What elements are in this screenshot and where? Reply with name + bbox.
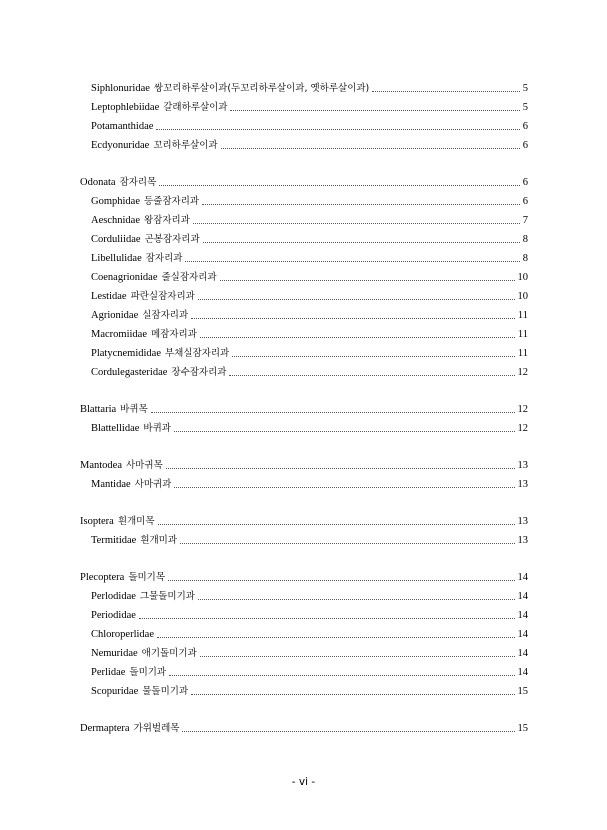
entry-name: Siphlonuridae <box>91 83 150 94</box>
dot-leader <box>151 412 515 413</box>
toc-entry <box>91 347 528 361</box>
entry-page-number: 6 <box>522 196 528 207</box>
toc-entry <box>80 403 528 417</box>
toc-entry <box>80 571 528 585</box>
entry-name: Aeschnidae <box>91 215 140 226</box>
toc-entry <box>91 214 528 228</box>
dot-leader <box>139 618 515 619</box>
entry-page-number: 13 <box>517 535 528 546</box>
entry-page-number: 12 <box>517 404 528 415</box>
entry-korean-name: 꼬리하루살이과 <box>153 140 218 151</box>
dot-leader <box>203 242 520 243</box>
entry-name: Periodidae <box>91 610 136 621</box>
entry-name: Blattellidae <box>91 423 140 434</box>
entry-page-number: 14 <box>517 610 528 621</box>
dot-leader <box>229 375 514 376</box>
entry-page-number: 6 <box>522 177 528 188</box>
toc-entry <box>91 647 528 661</box>
entry-page-number: 11 <box>517 348 528 359</box>
entry-korean-name: 그물돌미기과 <box>139 591 195 602</box>
toc-entry <box>80 459 528 473</box>
entry-name: Coenagrionidae <box>91 272 158 283</box>
entry-korean-name: 잠자리과 <box>145 253 183 264</box>
entry-name: Blattaria <box>80 404 117 415</box>
toc-entry <box>91 666 528 680</box>
toc-entry <box>91 139 528 153</box>
entry-page-number: 15 <box>517 686 528 697</box>
entry-page-number: 12 <box>517 367 528 378</box>
entry-name: Scopuridae <box>91 686 139 697</box>
entry-name: Potamanthidae <box>91 121 154 132</box>
entry-page-number: 11 <box>517 329 528 340</box>
toc-entry <box>91 271 528 285</box>
toc-entry <box>91 309 528 323</box>
entry-korean-name: 사마귀과 <box>134 479 172 490</box>
toc-entry <box>80 515 528 529</box>
toc-entry <box>91 366 528 380</box>
entry-page-number: 13 <box>517 460 528 471</box>
entry-name: Libellulidae <box>91 253 142 264</box>
entry-page-number: 5 <box>522 102 528 113</box>
entry-korean-name: 물돌미기과 <box>142 686 189 697</box>
entry-korean-name: 실잠자리과 <box>142 310 189 321</box>
dot-leader <box>191 694 514 695</box>
entry-korean-name: 바퀴목 <box>120 404 148 415</box>
entry-page-number: 15 <box>517 723 528 734</box>
dot-leader <box>232 356 515 357</box>
entry-korean-name: 파란실잠자리과 <box>130 291 195 302</box>
entry-name: Agrionidae <box>91 310 139 321</box>
toc-entry <box>91 534 528 548</box>
entry-korean-name: 가위벌레목 <box>133 723 180 734</box>
toc-entry <box>91 328 528 342</box>
entry-name: Chloroperlidae <box>91 629 154 640</box>
entry-korean-name: 왕잠자리과 <box>143 215 190 226</box>
dot-leader <box>221 148 520 149</box>
dot-leader <box>182 731 514 732</box>
dot-leader <box>180 543 514 544</box>
entry-page-number: 10 <box>517 272 528 283</box>
entry-korean-name: 곤봉잠자리과 <box>144 234 200 245</box>
entry-korean-name: 갈래하루살이과 <box>163 102 228 113</box>
entry-page-number: 12 <box>517 423 528 434</box>
entry-name: Corduliidae <box>91 234 141 245</box>
toc-entry <box>91 252 528 266</box>
dot-leader <box>157 637 515 638</box>
entry-page-number: 11 <box>517 310 528 321</box>
dot-leader <box>198 599 515 600</box>
entry-korean-name: 흰개미목 <box>117 516 155 527</box>
toc-entry <box>91 628 528 642</box>
toc-entry <box>91 82 528 96</box>
entry-page-number: 13 <box>517 479 528 490</box>
entry-korean-name: 줄실잠자리과 <box>161 272 217 283</box>
page-number-footer: - vi - <box>291 776 316 788</box>
entry-name: Platycnemididae <box>91 348 161 359</box>
dot-leader <box>158 524 515 525</box>
entry-korean-name: 돌미기과 <box>129 667 167 678</box>
entry-page-number: 5 <box>522 83 528 94</box>
entry-korean-name: 부채실잠자리과 <box>164 348 230 359</box>
entry-korean-name: 잠자리목 <box>119 177 157 188</box>
entry-name: Dermaptera <box>80 723 130 734</box>
entry-name: Leptophlebiidae <box>91 102 160 113</box>
dot-leader <box>159 185 519 186</box>
entry-page-number: 7 <box>522 215 528 226</box>
entry-korean-name: 돌미기목 <box>128 572 166 583</box>
toc-entry <box>91 120 528 134</box>
toc-entry <box>91 233 528 247</box>
entry-page-number: 14 <box>517 591 528 602</box>
entry-name: Ecdyonuridae <box>91 140 150 151</box>
dot-leader <box>220 280 515 281</box>
entry-korean-name: 메잠자리과 <box>150 329 197 340</box>
toc-entry <box>91 195 528 209</box>
entry-korean-name: 바퀴과 <box>143 423 171 434</box>
toc-entry <box>80 722 528 736</box>
toc-entry <box>91 290 528 304</box>
toc-entry <box>91 478 528 492</box>
dot-leader <box>168 580 514 581</box>
entry-page-number: 14 <box>517 648 528 659</box>
toc-entry <box>80 176 528 190</box>
toc-entry <box>91 101 528 115</box>
entry-page-number: 6 <box>522 140 528 151</box>
dot-leader <box>200 656 515 657</box>
entry-page-number: 14 <box>517 667 528 678</box>
dot-leader <box>156 129 519 130</box>
entry-name: Mantidae <box>91 479 131 490</box>
toc-entry <box>91 609 528 623</box>
entry-name: Cordulegasteridae <box>91 367 168 378</box>
dot-leader <box>200 337 515 338</box>
dot-leader <box>372 91 519 92</box>
entry-page-number: 14 <box>517 572 528 583</box>
dot-leader <box>185 261 519 262</box>
entry-korean-name: 사마귀목 <box>126 460 163 471</box>
dot-leader <box>230 110 519 111</box>
dot-leader <box>202 204 520 205</box>
entry-page-number: 8 <box>522 253 528 264</box>
entry-name: Perlodidae <box>91 591 136 602</box>
dot-leader <box>169 675 514 676</box>
toc-entry <box>91 422 528 436</box>
entry-name: Lestidae <box>91 291 127 302</box>
entry-name: Macromiidae <box>91 329 147 340</box>
entry-name: Nemuridae <box>91 648 138 659</box>
entry-name: Gomphidae <box>91 196 140 207</box>
entry-korean-name: 등줄잠자리과 <box>144 196 200 207</box>
entry-name: Mantodea <box>80 460 122 471</box>
dot-leader <box>174 431 515 432</box>
dot-leader <box>198 299 515 300</box>
entry-page-number: 14 <box>517 629 528 640</box>
entry-korean-name: 애기돌미기과 <box>141 648 197 659</box>
entry-name: Odonata <box>80 177 116 188</box>
entry-name: Plecoptera <box>80 572 125 583</box>
entry-page-number: 6 <box>522 121 528 132</box>
entry-name: Perlidae <box>91 667 126 678</box>
entry-korean-name: 장수잠자리과 <box>171 367 227 378</box>
dot-leader <box>191 318 515 319</box>
entry-name: Termitidae <box>91 535 137 546</box>
entry-page-number: 10 <box>517 291 528 302</box>
dot-leader <box>193 223 520 224</box>
entry-page-number: 8 <box>522 234 528 245</box>
dot-leader <box>166 468 515 469</box>
entry-page-number: 13 <box>517 516 528 527</box>
entry-korean-name: 흰개미과 <box>140 535 178 546</box>
toc-entry <box>91 590 528 604</box>
entry-korean-name: 쌍꼬리하루살이과(두꼬리하루살이과, 옛하루살이과) <box>153 83 370 94</box>
entry-name: Isoptera <box>80 516 114 527</box>
toc-entry <box>91 685 528 699</box>
dot-leader <box>174 487 514 488</box>
